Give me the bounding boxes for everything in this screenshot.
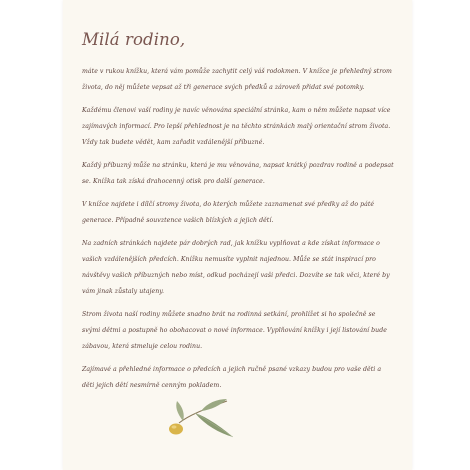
olive-branch-icon: [157, 393, 237, 443]
letter-paragraph-2: Každému členovi vaší rodiny je navíc věnována speciální stránka, kam o něm můžete napsat více zajímavých informací. Pro lepší přehlednost je na těchto stránkách malý orientační strom života. Vždy tak budete vědět, kam zařadit vzdálenější příbuzné.: [82, 107, 391, 146]
letter-sheet: [63, 0, 412, 470]
leaf-left: [176, 401, 184, 421]
letter-heading: Milá rodino,: [82, 30, 186, 49]
leaf-upper: [201, 399, 227, 411]
letter-paragraph-5: Na zadních stránkách najdete pár dobrých rad, jak knížku vyplňovat a kde získat informace o vašich vzdálenějších předcích. Knížku nemusíte vyplnit najednou. Může se stát inspirací pro návštěvy vašich příbuzných nebo míst, odkud pocházejí vaši předci. Dozvíte se tak věci, které by vám jinak zůstaly utajeny.: [82, 240, 390, 295]
letter-paragraph-3: Každý příbuzný může na stránku, která je mu věnována, napsat krátký pozdrav rodině a podepsat se. Knížka tak získá drahocenný otisk pro další generace.: [82, 162, 394, 185]
letter-paragraph-6: Strom života naší rodiny můžete snadno brát na rodinná setkání, prohlížet si ho společně se svými dětmi a postupně ho obohacovat o nové informace. Vyplňování knížky i její listování bude zábavou, která stmeluje celou rodinu.: [82, 311, 387, 350]
olive-fruit: [169, 424, 183, 435]
letter-paragraph-1: máte v rukou knížku, která vám pomůže zachytit celý váš rodokmen. V knížce je přehledný strom života, do něj můžete vepsat až tři generace svých předků a zároveň přidat své potomky.: [82, 68, 392, 91]
letter-content: [82, 30, 394, 401]
letter-paragraph-4: V knížce najdete i dílčí stromy života, do kterých můžete zaznamenat své předky až do páté generace. Případně souvztence vašich blízkých a jejich dětí.: [82, 201, 375, 224]
letter-paragraph-7: Zajímavé a přehledné informace o předcích a jejich ručně psané vzkazy budou pro vaše děti a děti jejich dětí nesmírně cenným pokladem.: [82, 366, 382, 389]
